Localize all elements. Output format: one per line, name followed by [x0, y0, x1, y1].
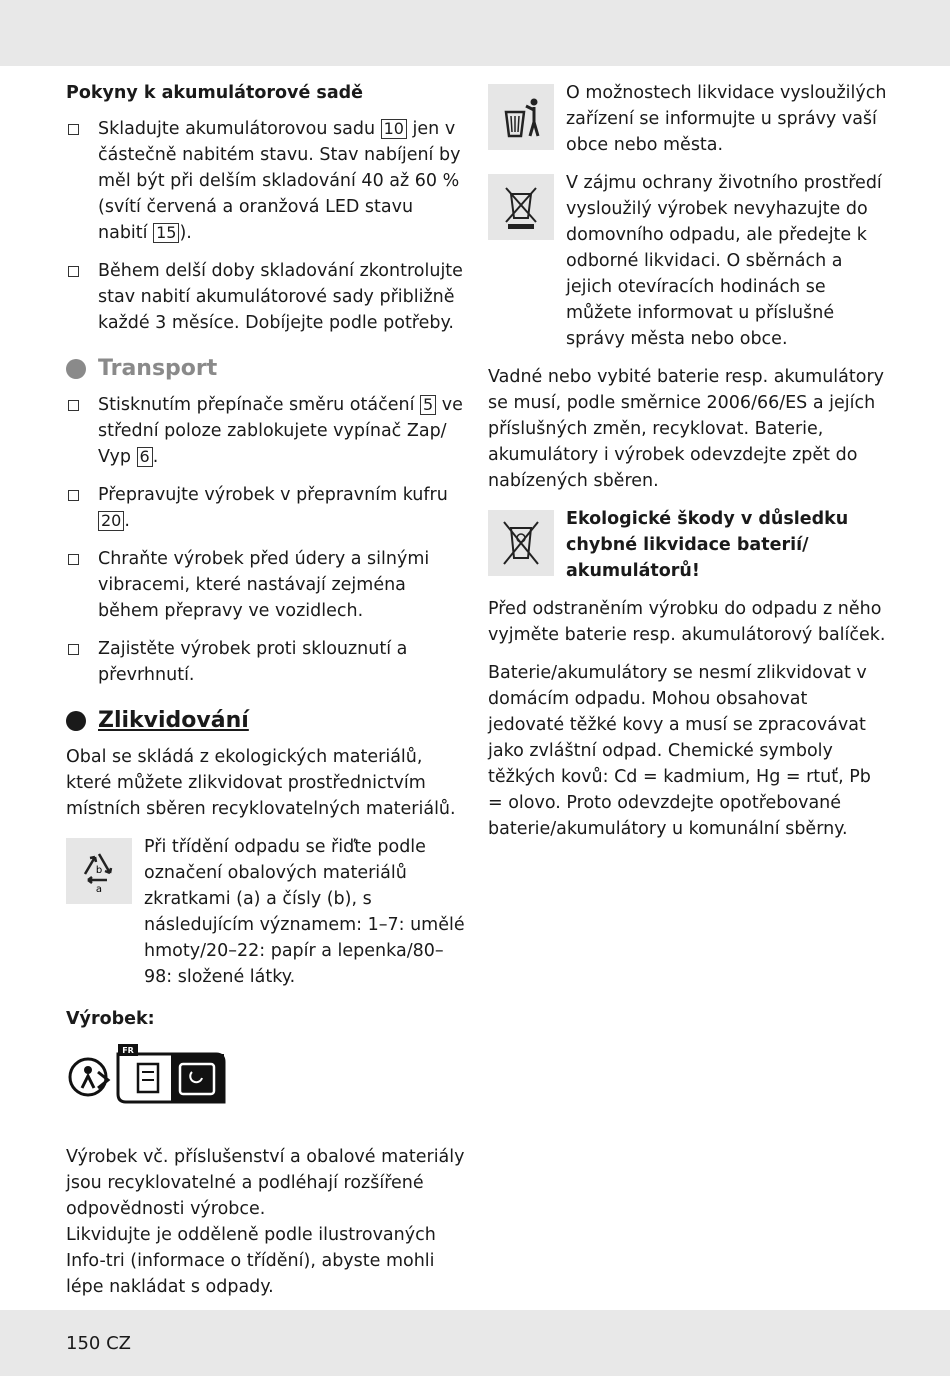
bullet-dot-icon	[66, 711, 86, 731]
recycle-text: Při třídění odpadu se řiďte podle označení obalových materiálů zkratkami (a) a čísly (b), s následujícím významem: 1–7: umělé hmoty/20–22: papír a lepenka/80–98: složené látky.	[144, 837, 465, 987]
weee-text: V zájmu ochrany životního prostředí vysloužilý výrobek nevyhazujte do domovního odpadu, ale předejte k odborné likvidaci. O sběrnách a jejich otevíracích hodinách se můžete informovat u příslušné správy města nebo obce.	[566, 173, 882, 349]
checkbox-bullet-icon	[68, 490, 79, 501]
part-ref: 15	[153, 223, 179, 243]
weee-info	[488, 170, 888, 352]
product-heading: Výrobek:	[66, 1009, 155, 1029]
part-ref: 10	[381, 119, 407, 139]
list-item: Skladujte akumulátorovou sadu 10 jen v částečně nabitém stavu. Stav nabíjení by měl být při delším skladování 40 až 60 % (svítí červená a oranžová LED stavu nabití 15 ).	[66, 116, 466, 246]
header-band	[0, 0, 950, 66]
list-item: Během delší doby skladování zkontrolujte stav nabití akumulátorové sady přibližně každé 3 měsíce. Dobíjejte podle potřeby.	[66, 258, 466, 336]
list-item: Chraňte výrobek před údery a silnými vibracemi, které nastávají zejména během přepravy ve vozidlech.	[66, 546, 466, 624]
heavy-metals-text: Baterie/akumulátory se nesmí zlikvidovat v domácím odpadu. Mohou obsahovat jedovaté těžké kovy a musí se zpracovávat jako zvláštní odpad. Chemické symboly těžkých kovů: Cd = kadmium, Hg = rtuť, Pb = olovo. Proto odevzdejte opotřebované baterie/akumulátory u komunální sběrny.	[488, 663, 871, 839]
part-ref: 20	[98, 511, 124, 531]
list-item: Přepravujte výrobek v přepravním kufru 20 .	[66, 482, 466, 534]
battery-heading: Pokyny k akumulátorové sadě	[66, 83, 364, 103]
warning-heading: Ekologické škody v důsledku chybné likvidace baterií/ akumulátorů!	[566, 509, 849, 581]
trash-bin-person-icon	[488, 84, 554, 150]
crossed-bin-icon	[488, 174, 554, 240]
page-number: 150 CZ	[66, 1333, 131, 1354]
svg-text:b: b	[95, 865, 103, 876]
svg-text:a: a	[95, 884, 103, 895]
disposal-intro: Obal se skládá z ekologických materiálů, které můžete zlikvidovat prostřednictvím místních sběren recyklovatelných materiálů.	[66, 747, 456, 819]
product-p1: Výrobek vč. příslušenství a obalové materiály jsou recyklovatelné a podléhají rozšířené odpovědnosti výrobce.	[66, 1147, 465, 1219]
part-ref: 5	[420, 395, 436, 415]
checkbox-bullet-icon	[68, 400, 79, 411]
section-heading-disposal: Zlikvidování	[66, 708, 466, 734]
list-item: Zajistěte výrobek proti sklouznutí a převrhnutí.	[66, 636, 466, 688]
recycle-info	[66, 834, 466, 990]
bullet-dot-icon	[66, 359, 86, 379]
section-heading-transport: Transport	[66, 356, 466, 382]
checkbox-bullet-icon	[68, 644, 79, 655]
right-column	[488, 80, 888, 854]
triman-logo	[66, 1042, 466, 1120]
battery-warning	[488, 506, 888, 584]
battery-directive: Vadné nebo vybité baterie resp. akumulátory se musí, podle směrnice 2006/66/ES a jejích příslušných změn, recyklovat. Baterie, akumulátory i výrobek odevzdejte zpět do nabízených sběren.	[488, 367, 885, 491]
bin-info	[488, 80, 888, 158]
part-ref: 6	[137, 447, 153, 467]
remove-battery-text: Před odstraněním výrobku do odpadu z něho vyjměte baterie resp. akumulátorový balíček.	[488, 599, 886, 645]
crossed-battery-bin-icon	[488, 510, 554, 576]
checkbox-bullet-icon	[68, 554, 79, 565]
left-column	[66, 80, 466, 1350]
svg-text:FR: FR	[122, 1046, 134, 1055]
product-p2: Likvidujte je odděleně podle ilustrovaných Info-tri (informace o třídění), abyste mohli lépe nakládat s odpady.	[66, 1225, 436, 1297]
checkbox-bullet-icon	[68, 124, 79, 135]
checkbox-bullet-icon	[68, 266, 79, 277]
recycling-symbol-icon	[66, 838, 132, 904]
footer-band	[0, 1310, 950, 1376]
bin-text: O možnostech likvidace vysloužilých zařízení se informujte u správy vaší obce nebo města.	[566, 83, 887, 155]
list-item: Stisknutím přepínače směru otáčení 5 ve střední poloze zablokujete vypínač Zap/ Vyp 6 .	[66, 392, 466, 470]
